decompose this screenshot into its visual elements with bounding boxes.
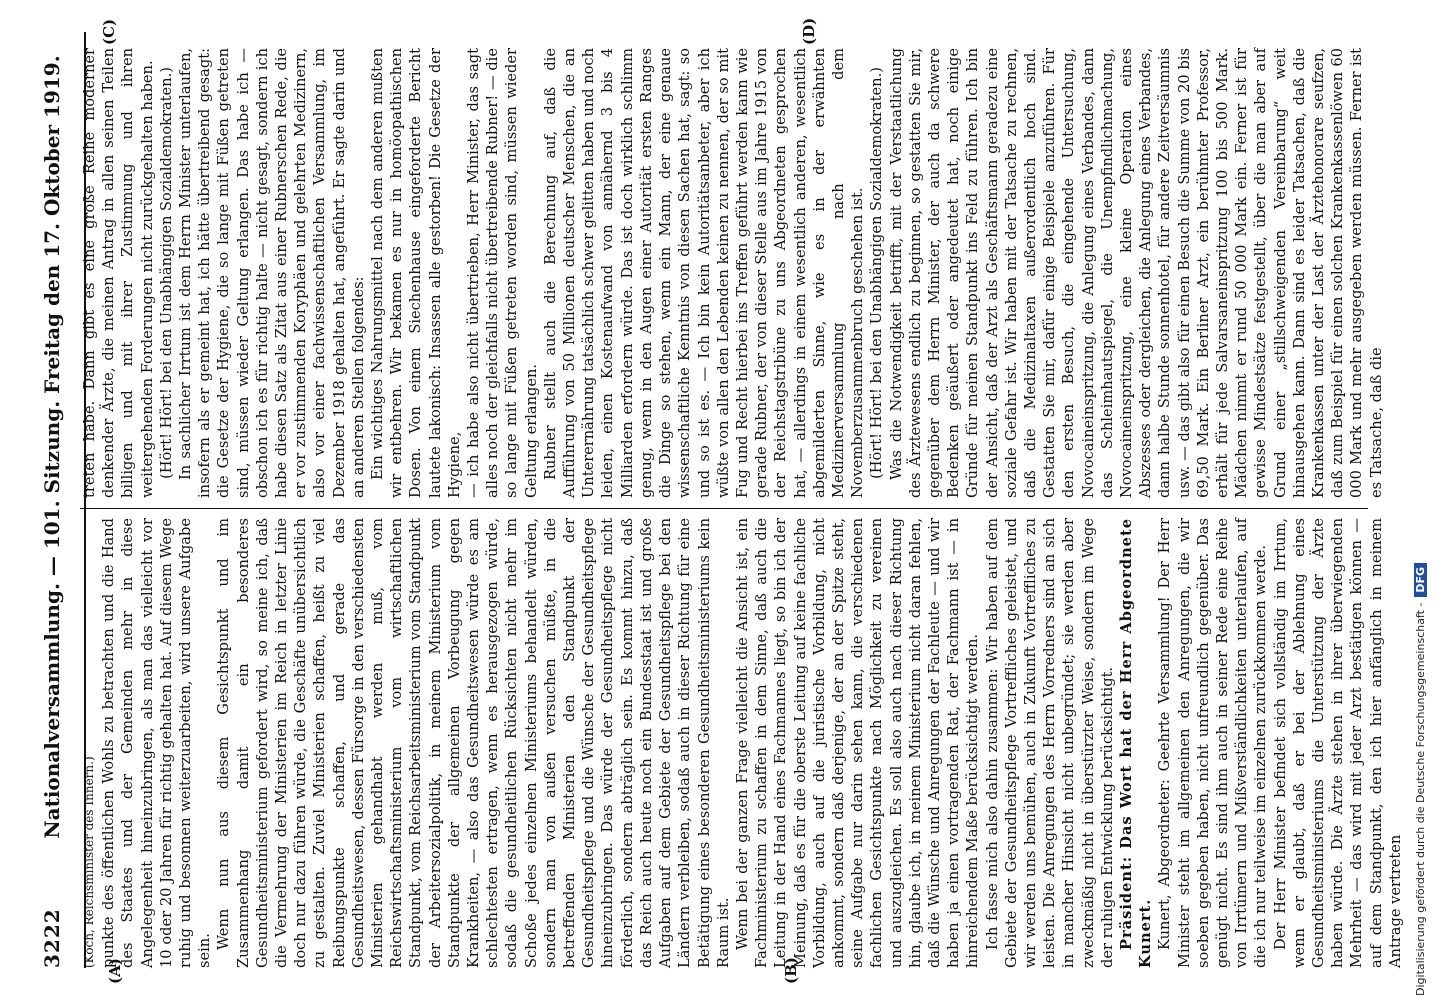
quotation: Ein wichtiges Nahrungsmittel nach dem anderen mußten wir entbehren. Wir bekamen es nur in homöopathischen Dosen. Von einem Siechenhause eingeforderte Bericht lautete lakonisch: Insassen alle gestorben! Die Gesetze der Hygiene, (369, 48, 463, 498)
paragraph: Was die Notwendigkeit betrifft, mit der Verstaatlichung des Ärztewesens endlich zu beginnen, so gestatten Sie mir, gegenüber dem Herrn Minister, der auch da schwere Bedenken geäußert oder angedeutet hat, noch einige Gründe für meinen Standpunkt ins Feld zu führen. Ich bin der Ansicht, daß der Arzt als Geschäftsmann geradezu eine soziale Gefahr ist. Wir haben mit der Tatsache zu rechnen, daß die Medizinaltaxen außerordentlich hoch sind. Gestatten Sie mir, dafür einige Beispiele anzuführen. Für den ersten Besuch, die eingehende Untersuchung, Novocaineinspritzung, die Anlegung eines Verbandes, dann das Schleimhautspiegel, die Unempfindlichmachung, Novocaineinspritzung, eine kleine Operation eines Abszesses oder dergleichen, die Anlegung eines Verbandes, dann halbe Stunde sonnenhotel, für andere Zeitversäumnis usw. — das gibt also für einen Besuch die Summe von 20 bis 69,50 Mark. Ein Berliner Arzt, ein berühmter Professor, erhält für jede Salvarsaneinspritzung 100 bis 500 Mark. Mädchen nimmt er rund 50 000 Mark ein. Ferner ist für gewisse Mindestsätze festgestellt, über die man aber auf Grund einer „stillschweigenden Vereinbarung“ weit hinausgehen kann. Dann sind es leider Tatsachen, daß die Krankenkassen unter der Last der Ärztehonorare seufzen, daß zum Beispiel für einen solchen Krankenkassenlöwen 60 000 Mark und mehr ausgegeben werden müssen. Ferner ist es Tatsache, daß die (887, 48, 1385, 498)
margin-marker-c: (C) (100, 18, 118, 45)
document-page (22, 17, 1404, 984)
paragraph-kunert: Kunert, Abgeordneter: Geehrte Versammlung! Der Herr Minister steht im allgemeinen den Anregungen, die wir soeben gegeben haben, nicht unfreundlich gegenüber. Das genügt nicht. Es sind ihm auch in seiner Rede eine Reihe von Irrtümern und Mißverständlichkeiten unterlaufen, auf die ich nur teilweise im einzelnen zurückkommen werde. (1156, 518, 1270, 968)
paragraph: In sachlicher Irrtum ist dem Herrn Minister unterlaufen, insofern als er gemeint hat, ich hätte übertreibend gesagt: die Gesetze der Hygiene, die so lange mit Füßen getreten sind, müssen wieder Geltung erlangen. Das habe ich — obschon ich es für richtig halte — nicht gesagt, sondern ich habe diesen Satz als Zitat aus einer Rubnerschen Rede, die er vor zustimmenden Koryphäen und gelehrten Medizinern, also vor einer fachwissenschaftlichen Versammlung, im Dezember 1918 gehalten hat, angeführt. Er sagte darin und an anderen Stellen folgendes: (177, 48, 367, 498)
speaker-president: Präsident: Das Wort hat der Herr Abgeordnete Kunert. (1117, 518, 1155, 968)
margin-marker-a: (A) (106, 958, 124, 984)
margin-marker-b: (B) (782, 957, 800, 984)
interjection: (Hört! Hört! bei den Unabhängigen Sozialdemokraten.) (157, 67, 175, 479)
credit-text: Digitalisierung gefördert durch die Deutsche Forschungsgemeinschaft - (1414, 602, 1427, 996)
left-column (80, 518, 1404, 968)
paragraph: Wenn nun aus diesem Gesichtspunkt und im Zusammenhang damit ein besonderes Gesundheitsministerium gefordert wird, so meine ich, daß die Vermehrung der Ministerien im Reich in letzter Linie doch nur dazu führen würde, die Geschäfte unübersichtlich zu gestalten. Zuviel Ministerien schaffen, heißt zu viel Reibungspunkte schaffen, und gerade das Gesundheitswesen, dessen Fürsorge in den verschiedensten Ministerien gehandhabt werden muß, vom Reichswirtschaftsministerium vom wirtschaftlichen Standpunkt, vom Reichsarbeitsministerium vom Standpunkt der Arbeitersozialpolitik, in meinem Ministerium vom Standpunkte der allgemeinen Vorbeugung gegen Krankheiten, — also das Gesundheitswesen würde es am schlechtesten ertragen, wenn es herausgezogen würde, sodaß die gesundheitlichen Rücksichten nicht mehr im Schoße jedes einzelnen Ministeriums behandelt würden, sondern man von außen versuchen müßte, in die betreffenden Ministerien den Standpunkt der Gesundheitspflege und die Wünsche der Gesundheitspflege hineinzubringen. Das würde der Gesundheitspflege nicht förderlich, sondern abträglich sein. Es kommt hinzu, daß das Reich auch heute noch ein Bundesstaat ist und große Aufgaben auf dem Gebiete der Gesundheitspflege bei den Ländern verbleiben, sodaß auch in dieser Richtung für eine Betätigung eines besonderen Gesundheitsministeriums kein Raum ist. (215, 518, 732, 968)
column-divider (80, 508, 1368, 509)
interjection: (Hört! Hört! bei den Unabhängigen Sozialdemokraten.) (868, 67, 886, 479)
paragraph: punkte des öffentlichen Wohls zu betrachten und die Hand des Staates und der Gemeinden mehr in diese Angelegenheit hineinzubringen, als man das vielleicht vor 10 oder 20 Jahren für richtig gehalten hat. Auf diesem Wege ruhig und besonnen weiterzuarbeiten, wird unsere Aufgabe sein. (100, 518, 214, 968)
paragraph: — ich habe also nicht übertrieben, Herr Minister, das sagt alles noch der gleichfalls nicht übertreibende Rubner! — die so lange mit Füßen getreten worden sind, müssen wieder Geltung erlangen. (465, 48, 540, 498)
paragraph: Der Herr Minister befindet sich vollständig im Irrtum, wenn er glaubt, daß er bei der Ablehnung eines Gesundheitsministeriums die Unterstützung der Ärzte haben würde. Die Ärzte stehen in ihrer überwiegenden Mehrheit — das wird mit jeder Arzt bestätigen können — auf dem Standpunkt, den ich hier anfänglich in meinem Antrage vertreten (1271, 518, 1404, 968)
right-column (80, 48, 1385, 498)
digitization-credit (1414, 6, 1430, 996)
page-header (40, 22, 80, 982)
page-number: 3222 (40, 908, 64, 968)
paragraph: Ich fasse mich also dahin zusammen: Wir haben auf dem Gebiete der Gesundheitspflege Vortreffliches geleistet, und wir werden uns bemühen, auch in Zukunft Vortreffliches zu leisten. Die Anregungen des Herrn Vorredners sind an sich in mancher Hinsicht nicht unbegründet; sie werden aber zweckmäßig nicht in überstürzter Weise, sondern im Wege der ruhigen Entwicklung berücksichtigt. (983, 518, 1116, 968)
page-title: Nationalversammlung. — 101. Sitzung. Freitag den 17. Oktober 1919. (40, 55, 64, 839)
paragraph: Rubner stellt auch die Berechnung auf, daß die Aufführung von 50 Millionen deutscher Menschen, die an Unterernährung tatsächlich schwer gelitten haben und noch leiden, einen Kostenaufwand von annähernd 3 bis 4 Milliarden erfordern würde. Das ist doch wirklich schlimm genug, wenn in den Augen einer Autorität ersten Ranges die Dinge so stehen, wenn ein Mann, der eine genaue wissenschaftliche Kenntnis von diesen Sachen hat, sagt: so und so ist es. — Ich bin kein Autoritätsanbeter, aber ich wüßte von allen den Lebenden keinen zu nennen, der so mit Fug und Recht hierbei ins Treffen geführt werden kann wie gerade Rubner, der von dieser Stelle aus im Jahre 1915 von der Reichstagstribüne zu uns Abgeordneten gesprochen hat, — allerdings in einem wesentlich anderen, wesentlich abgemilderten Sinne, wie es in der erwähnten Medizinerversammlung nach dem Novemberzusammenbruch geschehen ist. (541, 48, 867, 498)
paragraph: Wenn bei der ganzen Frage vielleicht die Ansicht ist, ein Fachministerium zu schaffen in dem Sinne, daß auch die Leitung in der Hand eines Fachmannes liegt, so bin ich der Meinung, daß es für die oberste Leitung auf keine fachliche Vorbildung, auch auf die juristische Vorbildung, nicht ankommt, sondern daß derjenige, der an der Spitze steht, seine Aufgabe nur darin sehen kann, die verschiedenen fachlichen Gesichtspunkte nach Möglichkeit zu vereinen und auszugleichen. Es soll also auch nach dieser Richtung hin, glaube ich, in meinem Ministerium nicht daran fehlen, daß die Wünsche und Anregungen der Fachleute — und wir haben ja einen vortragenden Rat, der Fachmann ist — in hinreichendem Maße berücksichtigt werden. (733, 518, 982, 968)
margin-marker-d: (D) (800, 17, 818, 45)
paragraph: treten habe. Dann gibt es eine große Reihe moderner denkender Ärzte, die meinen Antrag in allen seinen Teilen billigen und mit ihrer Zustimmung und ihren weitergehenden Forderungen nicht zurückgehalten haben. (81, 48, 156, 498)
dfg-logo: DFG (1414, 563, 1427, 597)
speaker-note: (Koch, Reichsminister des Innern.) (82, 756, 96, 968)
